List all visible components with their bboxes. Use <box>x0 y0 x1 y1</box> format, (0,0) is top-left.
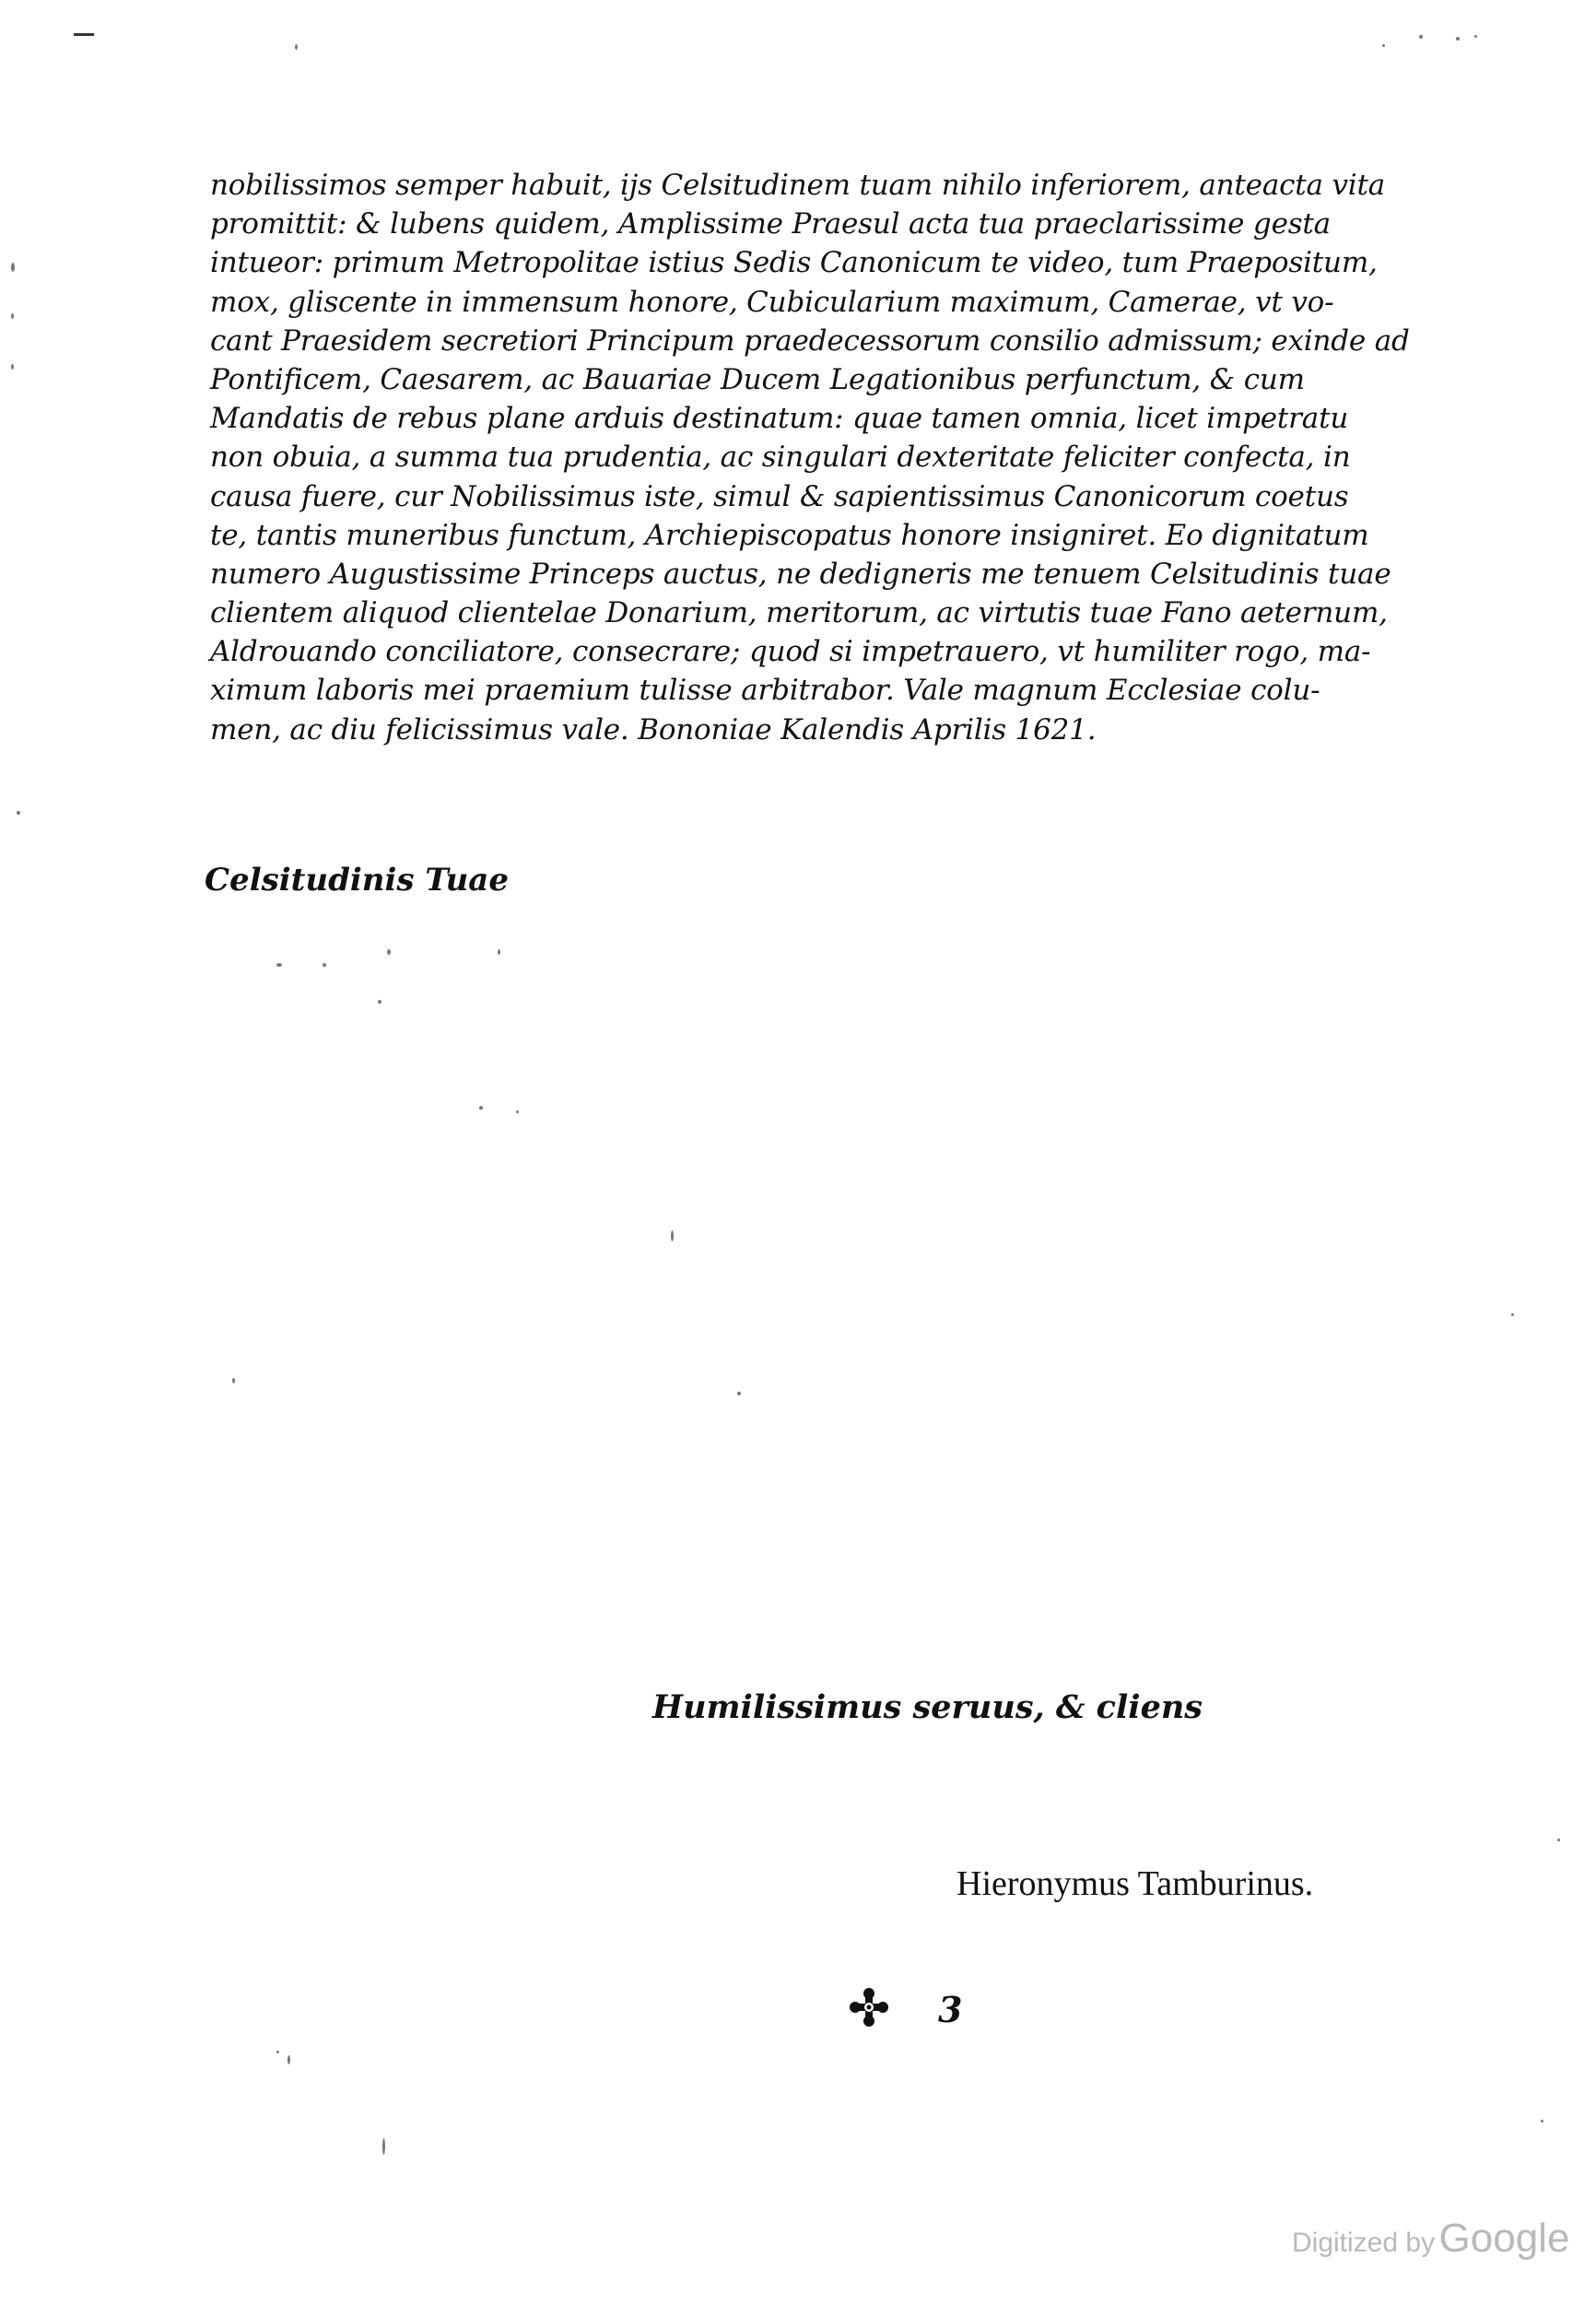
body-line: promittit: & lubens quidem, Amplissime Praesul acta tua praeclarissime gesta <box>210 207 1331 241</box>
signature-mark: 3 <box>938 1989 963 2030</box>
body-line: Pontificem, Caesarem, ac Bauariae Ducem Legationibus perfunctum, & cum <box>210 362 1305 396</box>
body-line: clientem aliquod clientelae Donarium, meritorum, ac virtutis tuae Fano aeternum, <box>210 596 1388 630</box>
paper-speck <box>1419 35 1423 39</box>
paper-speck <box>232 1378 235 1383</box>
body-line: numero Augustissime Princeps auctus, ne dedigneris me tenuem Celsitudinis tuae <box>210 557 1391 591</box>
body-line: Aldrouando conciliatore, consecrare; quod si impetrauero, vt humiliter rogo, ma- <box>210 635 1371 669</box>
paper-speck <box>295 44 298 50</box>
paper-speck <box>671 1230 674 1241</box>
paper-speck <box>11 263 15 272</box>
closing-phrase: Humilissimus seruus, & cliens <box>652 1688 1203 1726</box>
paper-speck <box>1474 35 1477 38</box>
salutation: Celsitudinis Tuae <box>205 862 509 899</box>
body-line: nobilissimos semper habuit, ijs Celsitudinem tuam nihilo inferiorem, anteacta vita <box>210 169 1386 202</box>
body-line: cant Praesidem secretiori Principum praedecessorum consilio admissum; exinde ad <box>210 323 1410 358</box>
paper-speck <box>1382 44 1385 47</box>
paper-speck <box>1557 1839 1560 1841</box>
fleuron-cross-icon <box>848 1986 890 2028</box>
letter-body <box>210 166 1410 749</box>
body-line: te, tantis muneribus functum, Archiepiscopatus honore insigniret. Eo dignitatum <box>210 518 1369 552</box>
paper-speck <box>11 313 14 319</box>
body-line: men, ac diu felicissimus vale. Bononiae Kalendis Aprilis 1621. <box>210 712 1097 746</box>
body-line: causa fuere, cur Nobilissimus iste, simul & sapientissimus Canonicorum coetus <box>210 479 1349 513</box>
paper-speck <box>276 2051 279 2053</box>
paper-speck <box>11 364 14 370</box>
paper-speck <box>1541 2120 1543 2122</box>
paper-speck <box>387 949 391 955</box>
paper-speck <box>479 1106 483 1110</box>
body-line: intueor: primum Metropolitae istius Sedis Canonicum te video, tum Praepositum, <box>210 246 1378 280</box>
watermark-brand: Google <box>1438 2216 1570 2261</box>
body-line: Mandatis de rebus plane arduis destinatum: quae tamen omnia, licet impetratu <box>210 402 1349 436</box>
paper-speck <box>516 1111 519 1113</box>
watermark-prefix: Digitized by <box>1292 2228 1436 2258</box>
body-line: mox, gliscente in immensum honore, Cubicularium maximum, Camerae, vt vo- <box>210 285 1334 319</box>
edge-mark <box>74 33 94 36</box>
paper-speck <box>737 1392 741 1395</box>
paper-speck <box>498 949 500 955</box>
paper-speck <box>276 963 282 967</box>
digitization-watermark <box>1292 2216 1569 2262</box>
paper-speck <box>378 1000 381 1004</box>
paper-speck <box>382 2138 385 2155</box>
body-line: non obuia, a summa tua prudentia, ac singulari dexteritate feliciter confecta, in <box>210 441 1351 475</box>
paper-speck <box>17 811 20 815</box>
paper-speck <box>1456 37 1460 41</box>
signature: Hieronymus Tamburinus. <box>956 1864 1314 1903</box>
paper-speck <box>288 2055 290 2064</box>
body-line: ximum laboris mei praemium tulisse arbitrabor. Vale magnum Ecclesiae colu- <box>210 674 1320 708</box>
paper-speck <box>323 963 326 967</box>
paper-speck <box>1511 1313 1514 1316</box>
